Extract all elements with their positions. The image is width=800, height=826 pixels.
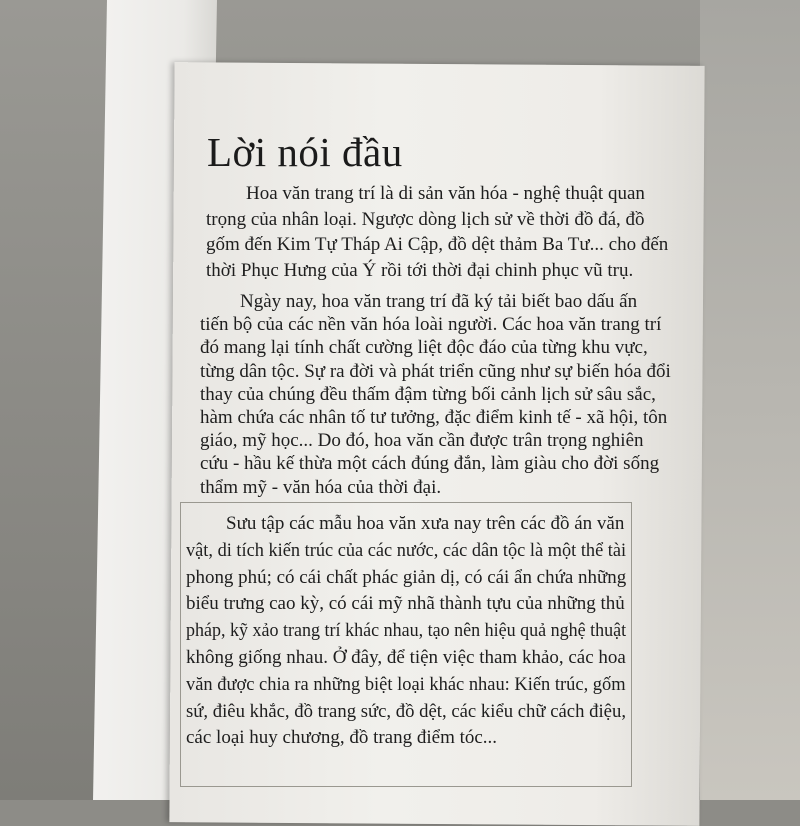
- background-right: [700, 0, 800, 800]
- text-line: Sưu tập các mẫu hoa văn xưa nay trên các đồ án văn: [226, 513, 625, 534]
- text-line: các loại huy chương, đồ trang điểm tóc...: [186, 727, 498, 749]
- text-line: sứ, điêu khắc, đồ trang sức, đồ dệt, các kiểu chữ cách điệu,: [186, 700, 627, 722]
- text-line: văn được chia ra những biệt loại khác nhau: Kiến trúc, gốm: [186, 673, 626, 695]
- text-line: từng dân tộc. Sự ra đời và phát triển cũng như sự biến hóa đổi: [200, 360, 671, 382]
- text-line: giáo, mỹ học... Do đó, hoa văn cần được trân trọng nghiên: [200, 430, 644, 452]
- text-line: cứu - hầu kế thừa một cách đúng đắn, làm giàu cho đời sống: [200, 453, 660, 475]
- text-line: vật, di tích kiến trúc của các nước, các dân tộc là một thể tài: [186, 539, 627, 561]
- text-line: thời Phục Hưng của Ý rồi tới thời đại chinh phục vũ trụ.: [206, 259, 634, 281]
- text-line: không giống nhau. Ở đây, để tiện việc tham khảo, các hoa: [186, 647, 626, 668]
- text-line: gốm đến Kim Tự Tháp Ai Cập, đồ dệt thảm Ba Tư... cho đến: [206, 234, 669, 255]
- text-line: pháp, kỹ xảo trang trí khác nhau, tạo nên hiệu quả nghệ thuật: [186, 620, 627, 642]
- text-line: tiến bộ của các nền văn hóa loài người. Các hoa văn trang trí: [200, 314, 662, 336]
- text-line: trọng của nhân loại. Ngược dòng lịch sử về thời đồ đá, đồ: [206, 208, 645, 230]
- page-title: Lời nói đầu: [207, 129, 403, 175]
- text-line: biểu trưng cao kỳ, có cái mỹ nhã thành tựu của những thủ: [186, 593, 625, 615]
- text-line: thay của chúng đều thấm đậm từng bối cảnh lịch sử sâu sắc,: [200, 383, 656, 405]
- text-line: Ngày nay, hoa văn trang trí đã ký tải biết bao dấu ấn: [240, 291, 638, 312]
- text-line: phong phú; có cái chất phác giản dị, có cái ẩn chứa những: [186, 566, 627, 588]
- text-line: Hoa văn trang trí là di sản văn hóa - nghệ thuật quan: [246, 183, 645, 204]
- text-line: thẩm mỹ - văn hóa của thời đại.: [200, 476, 442, 498]
- text-line: đó mang lại tính chất cường liệt độc đáo của từng khu vực,: [200, 337, 648, 359]
- text-line: hàm chứa các nhân tố tư tưởng, đặc điểm kinh tế - xã hội, tôn: [200, 407, 668, 428]
